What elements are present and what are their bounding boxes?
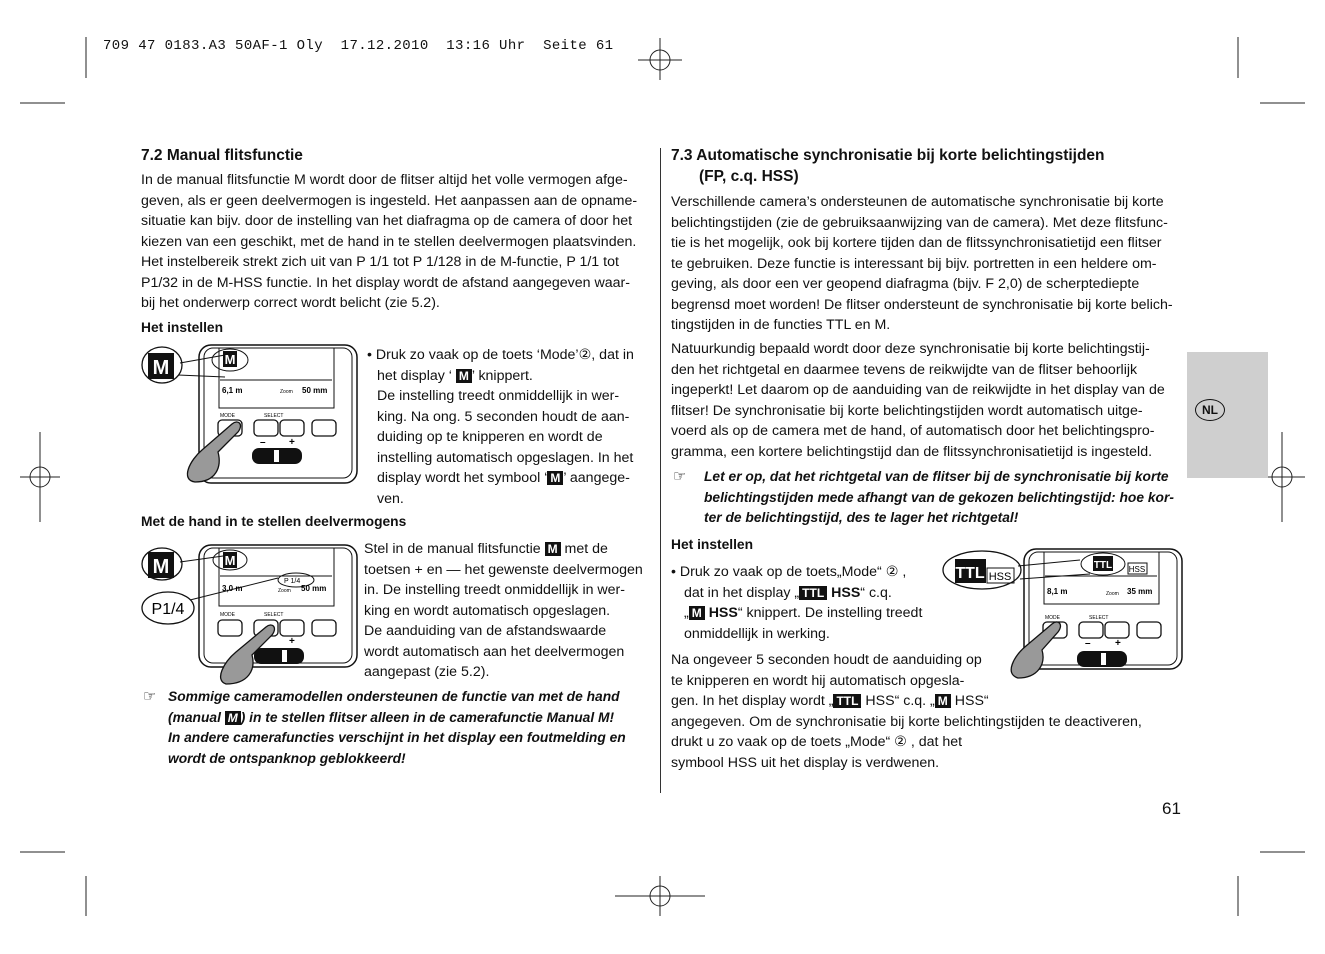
svg-text:M: M <box>152 556 170 578</box>
svg-text:Zoom: Zoom <box>278 588 291 594</box>
m-symbol: M <box>935 694 951 708</box>
flash-display-illustration-1 <box>140 342 362 490</box>
svg-text:35 mm: 35 mm <box>1127 587 1153 596</box>
svg-text:+: + <box>289 636 295 647</box>
right-note: Let er op, dat het richtgetal van de flitser bij de synchronisatie bij korte belichtingstijden mede afhangt van de gekozen belichtingstijd: hoe kor- ter de belichtingstijd, des te lager het richtgetal! <box>704 469 1174 525</box>
svg-text:TTL: TTL <box>955 565 985 582</box>
step-1-text: • Druk zo vaak op de toets ‘Mode’②, dat in het display ‘ M ’ knippert. De instelling treedt onmiddellijk in wer- king. Na ong. 5 seconden houdt de aan- duiding op te knipperen en wordt de instelling automatisch opgeslagen. In het display wordt het symbool ‘ M ’ aangege- ven. <box>367 347 634 507</box>
m-symbol: M <box>547 471 563 485</box>
m-symbol: M <box>225 711 241 725</box>
svg-text:TTL: TTL <box>1093 560 1113 571</box>
svg-text:–: – <box>260 437 266 448</box>
ttl-symbol: TTL <box>799 586 827 600</box>
right-paragraph-3: Na ongeveer 5 seconden houdt de aanduiding op te knipperen en wordt hij automatisch opgesla- gen. In het display wordt „ TTL HSS“ c.q. „ M HSS“ angegeven. Om de synchronisatie bij korte belichtingstijden te deactiveren, drukt u zo vaak op de toets „Mode“ ② , dat het symbool HSS uit het display is verdwenen. <box>671 652 1142 771</box>
print-header: 709 47 0183.A3 50AF-1 Oly 17.12.2010 13:16 Uhr Seite 61 <box>103 38 614 54</box>
m-symbol: M <box>545 542 561 556</box>
svg-text:HSS: HSS <box>988 571 1012 583</box>
pointing-hand-icon: ☞ <box>673 468 687 485</box>
svg-text:–: – <box>1085 638 1091 649</box>
svg-text:8,1 m: 8,1 m <box>1047 587 1068 596</box>
svg-text:6,1 m: 6,1 m <box>222 386 243 395</box>
intro-paragraph: In de manual flitsfunctie M wordt door de flitser altijd het volle vermogen afge- geven, als er geen deelvermogen is ingesteld. Het aanpassen aan de opname- situatie kan bijv. door de instelling van het diafragma op de camera of door het kiezen van een geschikt, met de hand in te stellen deelvermogen plaatsvinden. Het instelbereik strekt zich uit van P 1/1 tot P 1/128 in de M-functie, P 1/1 tot P1/32 in de M-HSS functie. In het display wordt de afstand aangegeven waar- bij het onderwerp correct wordt belicht (zie 5.2). <box>141 172 638 311</box>
page-number: 61 <box>1162 799 1181 818</box>
language-badge: NL <box>1195 399 1225 421</box>
svg-text:50 mm: 50 mm <box>302 386 328 395</box>
svg-text:+: + <box>1115 638 1121 649</box>
right-paragraph-1: Verschillende camera’s ondersteunen de automatische synchronisatie bij korte belichtingstijden (zie de gebruiksaanwijzing van de camera). Met deze flitsfunc- tie is het mogelijk, ook bij kortere tijden dan de flitssynchronisatietijd een flitser te gebruiken. Deze functie is interessant bij bijv. portretten in een heldere om- geving, als door een ver geopend diafragma (bijv. F 2,0) de scherptediepte begrensd moet worden! De flitser ondersteunt de synchronisatie bij korte belich- tingstijden in de functies TTL en M. <box>671 194 1173 333</box>
subheading-instellen-right: Het instellen <box>671 537 754 552</box>
section-heading-7-3: 7.3 Automatische synchronisatie bij korte belichtingstijden <box>671 147 1105 164</box>
m-symbol: M <box>689 606 705 620</box>
svg-text:P1/4: P1/4 <box>151 601 185 618</box>
svg-text:MODE: MODE <box>1045 615 1060 621</box>
svg-text:M: M <box>224 352 236 367</box>
m-symbol: M <box>456 369 472 383</box>
svg-text:P 1/4: P 1/4 <box>284 578 301 585</box>
right-step-text: • Druk zo vaak op de toets„Mode“ ② , dat in het display „ TTL HSS“ c.q. „ M HSS“ knippert. De instelling treedt onmiddellijk in werking. <box>671 564 923 642</box>
section-heading-7-2: 7.2 Manual flitsfunctie <box>141 147 303 164</box>
flash-display-illustration-2 <box>138 542 363 687</box>
svg-text:M: M <box>152 357 170 379</box>
ttl-symbol: TTL <box>833 694 861 708</box>
svg-text:MODE: MODE <box>220 612 235 618</box>
step-2-text: Stel in de manual flitsfunctie M met de toetsen + en — het gewenste deelvermogen in. De instelling treedt onmiddellijk in wer- king en wordt automatisch opgeslagen. De aanduiding van de afstandswaarde wordt automatisch aan het deelvermogen aangepast (zie 5.2). <box>364 541 643 680</box>
svg-text:HSS: HSS <box>1128 565 1146 574</box>
svg-text:MODE: MODE <box>220 413 235 419</box>
svg-text:SELECT: SELECT <box>264 413 284 419</box>
subheading-deelvermogens: Met de hand in te stellen deelvermogens <box>141 514 407 529</box>
svg-text:+: + <box>289 437 295 448</box>
svg-text:Zoom: Zoom <box>1106 591 1119 597</box>
svg-text:Zoom: Zoom <box>280 389 293 395</box>
svg-text:SELECT: SELECT <box>264 612 284 618</box>
section-heading-7-3-cont: (FP, c.q. HSS) <box>699 168 799 185</box>
svg-text:SELECT: SELECT <box>1089 615 1109 621</box>
pointing-hand-icon: ☞ <box>143 688 157 705</box>
svg-text:3,0 m: 3,0 m <box>222 584 243 593</box>
svg-text:M: M <box>224 553 236 568</box>
left-note: Sommige cameramodellen ondersteunen de functie van met de hand (manual M ) in te stellen flitser alleen in de camerafunctie Manual M! In andere camerafuncties verschijnt in het display een foutmelding en wordt de ontspanknop geblokkeerd! <box>168 689 626 766</box>
svg-text:50 mm: 50 mm <box>301 584 327 593</box>
right-paragraph-2: Natuurkundig bepaald wordt door deze synchronisatie bij korte belichtingstij- den het richtgetal en daarmee tevens de reikwijdte van de flitser behoorlijk ingeperkt! Let daarom op de aanduiding van de reikwijdte in het display van de flitser! De synchronisatie bij korte belichtingstijden wordt automatisch uitge- voerd als op de camera met de hand, of automatisch door het belichtingspro- gramma, een kortere belichtingstijd dan de flitssynchronisatietijd is ingesteld. <box>671 341 1165 460</box>
subheading-instellen: Het instellen <box>141 320 224 335</box>
column-divider <box>660 148 661 793</box>
